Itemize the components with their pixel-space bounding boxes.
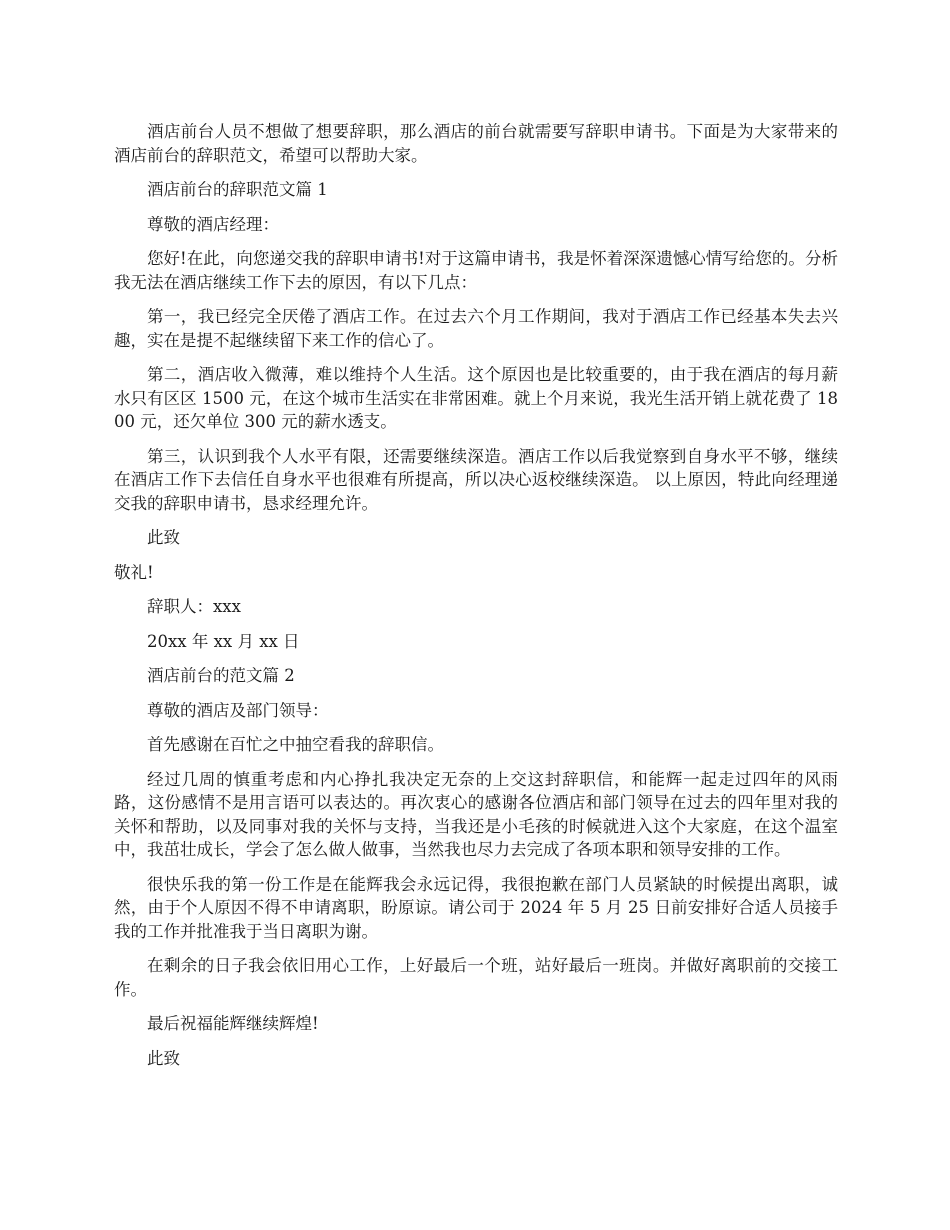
salutation-1: 尊敬的酒店经理： (147, 214, 279, 234)
body-paragraph: 很快乐我的第一份工作是在能辉我会永远记得，我很抱歉在部门人员紧缺的时候提出离职，诚然，由于个人原因不得不申请离职，盼原谅。请公司于 2024 年 5 月 25 日前安排好合适人员接手我的工作并批准我于当日离职为谢。 (114, 874, 838, 941)
salutation-2: 尊敬的酒店及部门领导： (147, 700, 329, 720)
intro-paragraph: 酒店前台人员不想做了想要辞职，那么酒店的前台就需要写辞职申请书。下面是为大家带来的酒店前台的辞职范文，希望可以帮助大家。 (114, 122, 838, 165)
body-paragraph: 第一，我已经完全厌倦了酒店工作。在过去六个月工作期间，我对于酒店工作已经基本失去兴趣，实在是提不起继续留下来工作的信心了。 (114, 307, 838, 350)
body-paragraph: 首先感谢在百忙之中抽空看我的辞职信。 (147, 735, 444, 754)
body-paragraph: 在剩余的日子我会依旧用心工作，上好最后一个班，站好最后一班岗。并做好离职前的交接工作。 (114, 956, 838, 999)
body-paragraph: 经过几周的慎重考虑和内心挣扎我决定无奈的上交这封辞职信，和能辉一起走过四年的风雨路，这份感情不是用言语可以表达的。再次衷心的感谢各位酒店和部门领导在过去的四年里对我的关怀和帮助，以及同事对我的关怀与支持，当我还是小毛孩的时候就进入这个大家庭，在这个温室中，我茁壮成长，学会了怎么做人做事，当然我也尽力去完成了各项本职和领导安排的工作。 (114, 769, 838, 859)
section-heading-2: 酒店前台的范文篇 2 (147, 666, 295, 685)
signature-line: 辞职人：xxx (147, 597, 241, 616)
body-paragraph: 您好!在此，向您递交我的辞职申请书!对于这篇申请书，我是怀着深深遗憾心情写给您的。分析我无法在酒店继续工作下去的原因，有以下几点： (114, 249, 838, 292)
body-paragraph: 第三，认识到我个人水平有限，还需要继续深造。酒店工作以后我觉察到自身水平不够，继续在酒店工作下去信任自身水平也很难有所提高，所以决心返校继续深造。 以上原因，特此向经理递交我的辞职申请书，恳求经理允许。 (114, 446, 838, 513)
section-heading-1: 酒店前台的辞职范文篇 1 (147, 180, 328, 199)
closing-phrase: 此致 (147, 528, 180, 547)
body-paragraph: 第二，酒店收入微薄，难以维持个人生活。这个原因也是比较重要的，由于我在酒店的每月薪水只有区区 1500 元，在这个城市生活实在非常困难。就上个月来说，我光生活开销上就花费了 1800 元，还欠单位 300 元的薪水透支。 (114, 365, 838, 431)
date-line: 20xx 年 xx 月 xx 日 (147, 631, 300, 651)
body-paragraph: 最后祝福能辉继续辉煌! (147, 1014, 319, 1033)
document-body (114, 120, 838, 1081)
closing-phrase: 此致 (147, 1048, 180, 1068)
closing-salute: 敬礼! (114, 562, 154, 582)
